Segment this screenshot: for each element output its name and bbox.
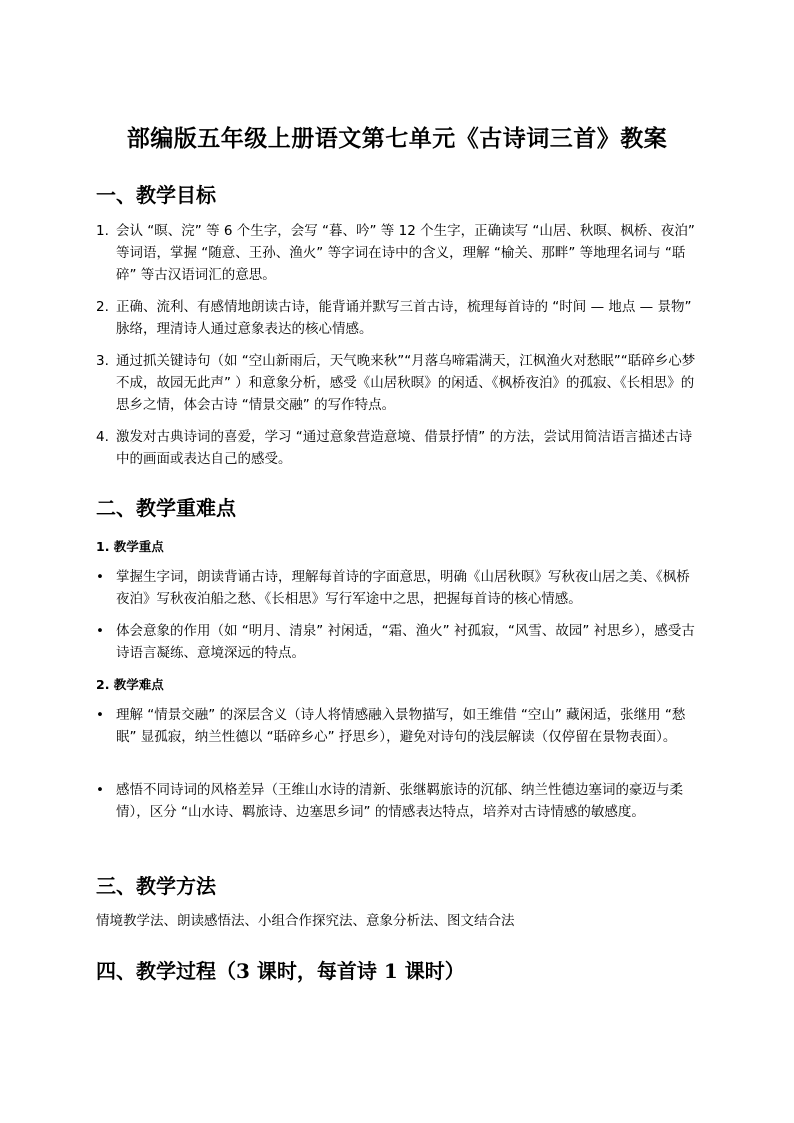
bullet-icon: • xyxy=(96,623,104,639)
section-heading-key-points: 二、教学重难点 xyxy=(96,496,236,520)
list-item xyxy=(96,426,696,470)
section-heading-objectives: 一、教学目标 xyxy=(96,183,216,207)
methods-text: 情境教学法、朗读感悟法、小组合作探究法、意象分析法、图文结合法 xyxy=(96,913,515,929)
list-item xyxy=(96,296,696,340)
bullet-text: 理解 “情景交融” 的深层含义（诗人将情感融入景物描写，如王维借 “空山” 藏闲适，张继用 “愁眠” 显孤寂，纳兰性德以 “聒碎乡心” 抒思乡），避免对诗句的浅层解读（仅停留在景物表面）。 xyxy=(116,707,686,745)
bullet-item xyxy=(96,704,696,748)
list-item-text: 通过抓关键诗句（如 “空山新雨后，天气晚来秋”“月落乌啼霜满天，江枫渔火对愁眠”“聒碎乡心梦不成，故园无此声” ）和意象分析，感受《山居秋暝》的闲适、《枫桥夜泊》的孤寂、《长相思》的思乡之情，体会古诗 “情景交融” 的写作特点。 xyxy=(116,353,696,413)
bullet-text: 掌握生字词，朗读背诵古诗，理解每首诗的字面意思，明确《山居秋暝》写秋夜山居之美、《枫桥夜泊》写秋夜泊船之愁、《长相思》写行军途中之思，把握每首诗的核心情感。 xyxy=(116,569,690,607)
bullet-item xyxy=(96,779,696,823)
list-number: 4. xyxy=(96,429,109,445)
section-heading-methods: 三、教学方法 xyxy=(96,874,216,898)
bullet-icon: • xyxy=(96,782,104,798)
list-item xyxy=(96,350,696,416)
section-heading-process: 四、教学过程（3 课时，每首诗 1 课时） xyxy=(96,959,465,983)
bullet-item xyxy=(96,620,696,664)
subsection-label: 2. 教学难点 xyxy=(96,677,164,692)
list-number: 3. xyxy=(96,353,109,369)
list-item xyxy=(96,220,696,286)
document-title: 部编版五年级上册语文第七单元《古诗词三首》教案 xyxy=(126,125,668,152)
bullet-icon: • xyxy=(96,569,104,585)
list-item-text: 会认 “暝、浣” 等 6 个生字，会写 “暮、吟” 等 12 个生字，正确读写 “山居、秋暝、枫桥、夜泊” 等词语，掌握 “随意、王孙、渔火” 等字词在诗中的含义，理解 “榆关、那畔” 等地理名词与 “聒碎” 等古汉语词汇的意思。 xyxy=(116,223,695,283)
list-item-text: 正确、流利、有感情地朗读古诗，能背诵并默写三首古诗，梳理每首诗的 “时间 — 地点 — 景物” 脉络，理清诗人通过意象表达的核心情感。 xyxy=(116,299,692,337)
bullet-text: 体会意象的作用（如 “明月、清泉” 衬闲适，“霜、渔火” 衬孤寂，“风雪、故园” 衬思乡），感受古诗语言凝练、意境深远的特点。 xyxy=(116,623,695,661)
list-item-text: 激发对古典诗词的喜爱，学习 “通过意象营造意境、借景抒情” 的方法，尝试用简洁语言描述古诗中的画面或表达自己的感受。 xyxy=(116,429,693,467)
bullet-icon: • xyxy=(96,707,104,723)
bullet-item xyxy=(96,566,696,610)
bullet-text: 感悟不同诗词的风格差异（王维山水诗的清新、张继羁旅诗的沉郁、纳兰性德边塞词的豪迈与柔情），区分 “山水诗、羁旅诗、边塞思乡词” 的情感表达特点，培养对古诗情感的敏感度。 xyxy=(116,782,683,820)
list-number: 2. xyxy=(96,299,109,315)
subsection-label: 1. 教学重点 xyxy=(96,539,164,554)
list-number: 1. xyxy=(96,223,109,239)
